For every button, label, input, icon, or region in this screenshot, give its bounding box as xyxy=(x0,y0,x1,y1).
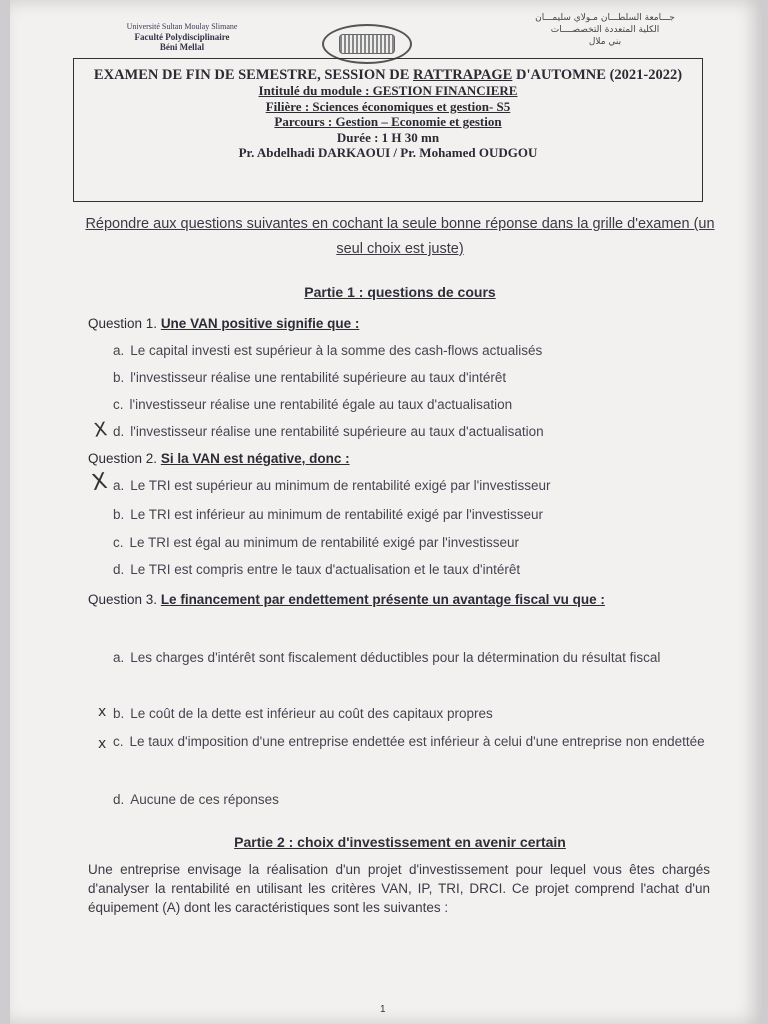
exam-title-session: RATTRAPAGE xyxy=(413,67,513,83)
option-text: Le taux d'imposition d'une entreprise endettée est inférieur à celui d'une entreprise non endettée xyxy=(129,734,705,749)
q1-option-b[interactable] xyxy=(113,370,506,385)
option-letter: b. xyxy=(113,507,125,522)
answer-cross-mark: x xyxy=(98,736,107,752)
option-text: Le TRI est supérieur au minimum de rentabilité exigé par l'investisseur xyxy=(130,478,551,493)
exam-title-end: D'AUTOMNE (2021-2022) xyxy=(512,67,683,83)
option-text: l'investisseur réalise une rentabilité supérieure au taux d'intérêt xyxy=(130,370,507,385)
option-letter: a. xyxy=(113,343,125,358)
question-2-text: Si la VAN est négative, donc : xyxy=(160,451,350,466)
university-name: Université Sultan Moulay Slimane xyxy=(126,22,238,31)
faculty-name: Faculté Polydisciplinaire xyxy=(134,32,230,42)
q1-option-d[interactable] xyxy=(113,424,544,439)
option-letter: c. xyxy=(113,397,124,412)
q2-option-d[interactable] xyxy=(113,562,520,577)
logo-emblem xyxy=(339,34,395,54)
q3-option-c[interactable] xyxy=(113,728,708,756)
question-2 xyxy=(88,451,350,466)
option-letter: c. xyxy=(113,535,124,550)
module-name: Intitulé du module : GESTION FINANCIERE xyxy=(258,83,518,98)
exam-page xyxy=(10,0,762,1024)
option-letter: b. xyxy=(113,706,125,721)
option-text: Le TRI est inférieur au minimum de rentabilité exigé par l'investisseur xyxy=(130,507,544,522)
option-text: l'investisseur réalise une rentabilité égale au taux d'actualisation xyxy=(129,397,513,412)
question-3-number: Question 3. xyxy=(88,592,158,607)
parcours: Parcours : Gestion – Economie et gestion xyxy=(274,114,502,129)
part1-title: Partie 1 : questions de cours xyxy=(304,284,496,300)
exam-title-start: EXAMEN DE FIN DE SEMESTRE, SESSION DE xyxy=(93,67,413,83)
city-name-ar: بني ملال xyxy=(588,37,622,47)
option-text: Le capital investi est supérieur à la somme des cash-flows actualisés xyxy=(130,343,543,358)
faculty-name-ar: الكلية المتعددة التخصصــــات xyxy=(550,25,660,35)
part2-paragraph: Une entreprise envisage la réalisation d'un projet d'investissement pour lequel vous êtes chargés d'analyser la rentabilité en utilisant les critères VAN, IP, TRI, DRCI. Ce projet comprend l'achat d'un équipement (A) dont les caractéristiques sont les suivantes : xyxy=(88,862,710,915)
q2-option-b[interactable] xyxy=(113,507,543,522)
part2-title: Partie 2 : choix d'investissement en avenir certain xyxy=(234,834,566,850)
exam-title xyxy=(74,67,702,83)
option-letter: a. xyxy=(113,478,125,493)
option-letter: d. xyxy=(113,562,125,577)
option-letter: c. xyxy=(113,734,124,749)
option-text: Le TRI est égal au minimum de rentabilité exigé par l'investisseur xyxy=(129,535,520,550)
answer-cross-mark: x xyxy=(98,704,107,720)
q3-option-a[interactable] xyxy=(113,644,708,672)
professors: Pr. Abdelhadi DARKAOUI / Pr. Mohamed OUDGOU xyxy=(238,145,538,160)
question-1-text: Une VAN positive signifie que : xyxy=(160,316,360,331)
city-name: Béni Mellal xyxy=(159,42,205,52)
option-text: Le coût de la dette est inférieur au coût des capitaux propres xyxy=(130,706,493,721)
option-letter: d. xyxy=(113,792,125,807)
question-2-number: Question 2. xyxy=(88,451,158,466)
q1-option-a[interactable] xyxy=(113,343,542,358)
question-1 xyxy=(88,316,359,331)
question-1-number: Question 1. xyxy=(88,316,158,331)
option-text: l'investisseur réalise une rentabilité supérieure au taux d'actualisation xyxy=(130,424,544,439)
q3-option-b[interactable] xyxy=(113,706,493,721)
university-header-ar xyxy=(515,12,695,48)
option-text: Aucune de ces réponses xyxy=(130,792,279,807)
q3-option-d[interactable] xyxy=(113,792,279,807)
option-text: Le TRI est compris entre le taux d'actualisation et le taux d'intérêt xyxy=(130,562,521,577)
option-letter: b. xyxy=(113,370,125,385)
university-name-ar: جـــامعة السلطـــان مـولاي سليمـــان xyxy=(535,13,675,23)
answer-cross-mark: X xyxy=(92,418,109,442)
question-3 xyxy=(88,586,706,614)
duration: Durée : 1 H 30 mn xyxy=(336,129,440,145)
q2-option-a[interactable] xyxy=(113,478,551,493)
university-header-fr xyxy=(82,22,282,52)
exam-info-box xyxy=(73,58,703,202)
option-letter: d. xyxy=(113,424,125,439)
instructions: Répondre aux questions suivantes en cochant la seule bonne réponse dans la grille d'examen (un seul choix est juste) xyxy=(85,216,715,257)
filiere: Filière : Sciences économiques et gestion- S5 xyxy=(265,98,511,114)
question-3-text: Le financement par endettement présente un avantage fiscal vu que : xyxy=(160,592,605,607)
option-letter: a. xyxy=(113,650,125,665)
q1-option-c[interactable] xyxy=(113,397,512,412)
answer-cross-mark: X xyxy=(89,468,110,497)
option-text: Les charges d'intérêt sont fiscalement déductibles pour la détermination du résultat fiscal xyxy=(130,650,661,665)
page-number: 1 xyxy=(380,1004,386,1015)
q2-option-c[interactable] xyxy=(113,535,519,550)
